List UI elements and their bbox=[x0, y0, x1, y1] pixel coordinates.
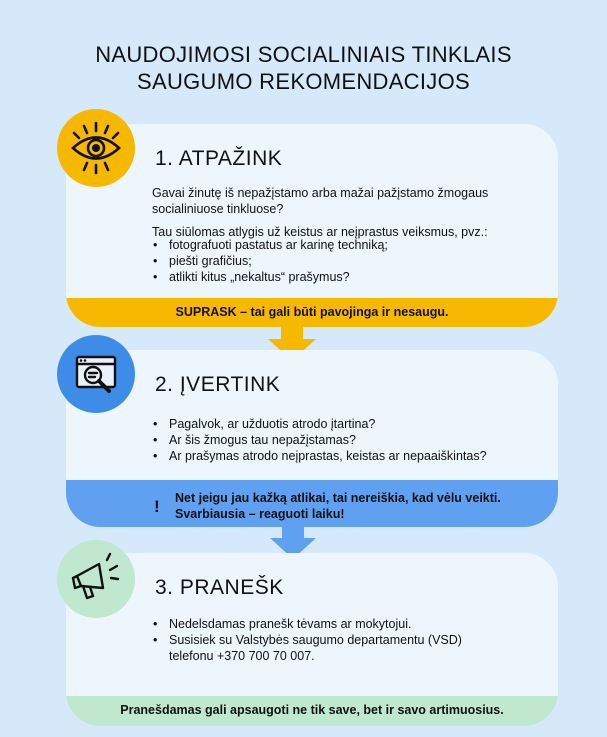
step2-band-line2: Svarbiausia – reaguoti laiku! bbox=[175, 507, 345, 521]
step3-band-text: Pranešdamas gali apsaugoti ne tik save, bet ir savo artimuosius. bbox=[120, 703, 504, 717]
step1-bullet-list bbox=[152, 237, 388, 285]
step3-icon-circle bbox=[57, 540, 135, 618]
list-item: • Nedelsdamas pranešk tėvams ar mokytojui. bbox=[152, 616, 462, 632]
eye-icon bbox=[57, 109, 135, 187]
step2-title: 2. ĮVERTINK bbox=[155, 373, 281, 396]
step3-title: 3. PRANEŠK bbox=[155, 576, 284, 599]
browser-magnifier-icon bbox=[57, 335, 135, 413]
page-title-line1: NAUDOJIMOSI SOCIALINIAIS TINKLAIS bbox=[95, 42, 512, 67]
list-item bbox=[152, 632, 462, 664]
step1-title: 1. ATPAŽINK bbox=[155, 147, 283, 170]
step1-offer: Tau siūlomas atlygis už keistus ar neįprastus veiksmus, pvz.: bbox=[152, 225, 488, 239]
page-title-line2: SAUGUMO REKOMENDACIJOS bbox=[137, 69, 470, 94]
list-item: • Pagalvok, ar užduotis atrodo įtartina? bbox=[152, 416, 487, 432]
step1-icon-circle bbox=[57, 109, 135, 187]
megaphone-icon bbox=[57, 540, 135, 618]
step1-intro: Gavai žinutę iš nepažįstamo arba mažai pažįstamo žmogaus socialiniuose tinkluose? bbox=[152, 186, 489, 216]
list-item: • Ar prašymas atrodo neįprastas, keistas ar nepaaiškintas? bbox=[152, 448, 487, 464]
step1-band-text: SUPRASK – tai gali būti pavojinga ir nesaugu. bbox=[175, 305, 449, 319]
bullet2-line2: telefonu +370 700 70 007. bbox=[169, 649, 315, 663]
list-item: • fotografuoti pastatus ar karinę techniką; bbox=[152, 237, 388, 253]
step2-bullet-list bbox=[152, 416, 487, 464]
step2-icon-circle bbox=[57, 335, 135, 413]
list-item: • Ar šis žmogus tau nepažįstamas? bbox=[152, 432, 487, 448]
page-title bbox=[0, 41, 607, 95]
bullet2-line1: Susisiek su Valstybės saugumo departamentu (VSD) bbox=[169, 633, 462, 647]
list-item: • piešti grafičius; bbox=[152, 253, 388, 269]
warning-mark: ! bbox=[154, 497, 160, 516]
step2-band-line1: Net jeigu jau kažką atlikai, tai nereiškia, kad vėlu veikti. bbox=[175, 491, 501, 505]
step3-bullet-list bbox=[152, 616, 462, 664]
list-item: • atlikti kitus „nekaltus“ prašymus? bbox=[152, 269, 388, 285]
